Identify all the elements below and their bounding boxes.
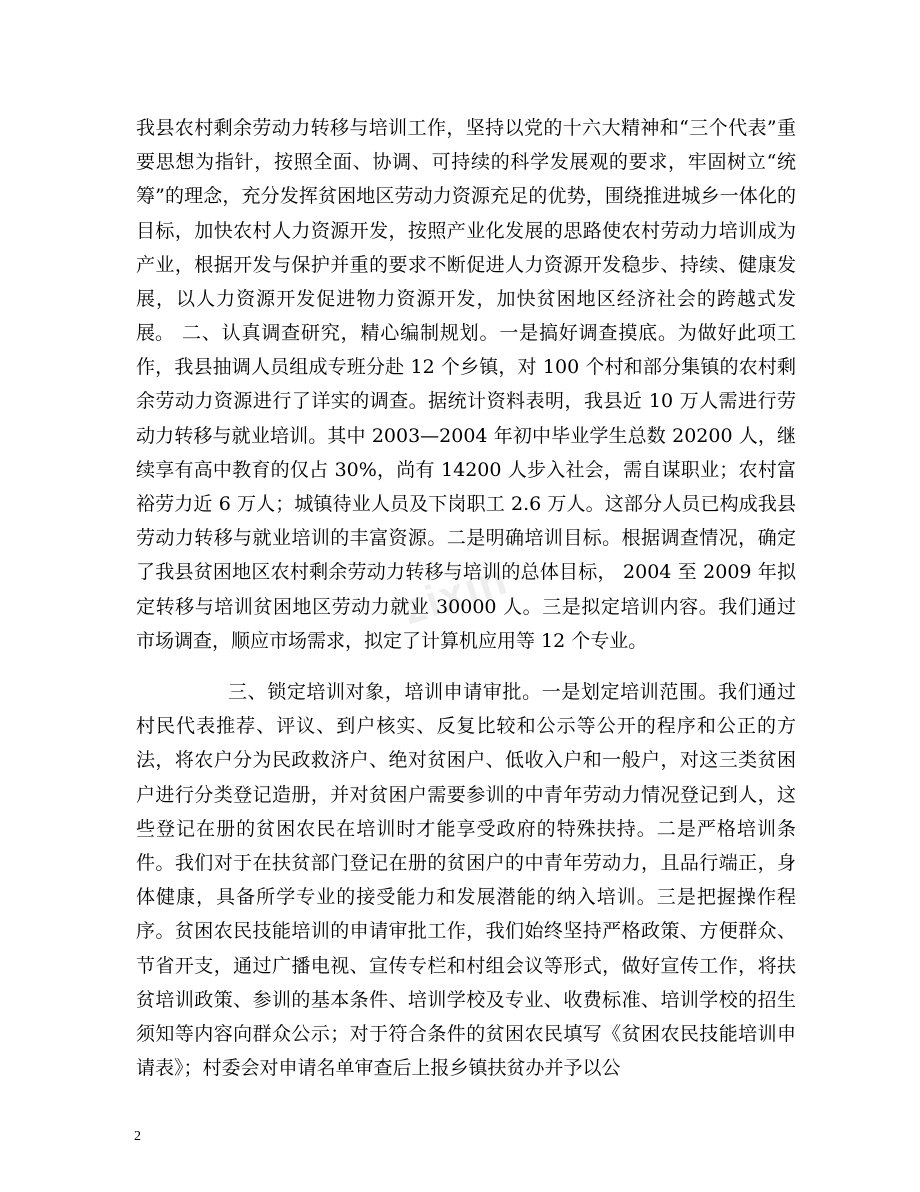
paragraph-3: 三、锁定培训对象，培训申请审批。一是划定培训范围。我们通过村民代表推荐、评议、到户核实、反复比较和公示等公开的程序和公正的方法，将农户分为民政救济户、绝对贫困户、低收入户和一般户，对这三类贫困户进行分类登记造册，并对贫困户需要参训的中青年劳动力情况登记到人，这些登记在册的贫困农民在培训时才能享受政府的特殊扶持。二是严格培训条件。我们对于在扶贫部门登记在册的贫困户的中青年劳动力，且品行端正，身体健康，具备所学专业的接受能力和发展潜能的纳入培训。三是把握操作程序。贫困农民技能培训的申请审批工作，我们始终坚持严格政策、方便群众、节省开支，通过广播电视、宣传专栏和村组会议等形式，做好宣传工作，将扶贫培训政策、参训的基本条件、培训学校及专业、收费标准、培训学校的招生须知等内容向群众公示；对于符合条件的贫困农民填写《贫困农民技能培训申请表》；村委会对申请名单审查后上报乡镇扶贫办并予以公 — [136, 681, 796, 1080]
paragraph-2: 二、认真调查研究，精心编制规划。一是搞好调查摸底。为做好此项工作，我县抽调人员组成专班分赴 12 个乡镇，对 100 个村和部分集镇的农村剩余劳动力资源进行了详实的调查。据统计资料表明，我县近 10 万人需进行劳动力转移与就业培训。其中 2003—2004 年初中毕业学生总数 20200 人，继续享有高中教育的仅占 30%，尚有 14200 人步入社会，需自谋职业；农村富裕劳力近 6 万人；城镇待业人员及下岗职工 2.6 万人。这部分人员已构成我县劳动力转移与就业培训的丰富资源。二是明确培训目标。根据调查情况，确定了我县贫困地区农村剩余劳动力转移与培训的总体目标， 2004 至 2009 年拟定转移与培训贫困地区劳动力就业 30000 人。三是拟定培训内容。我们通过市场调查，顺应市场需求，拟定了计算机应用等 12 个专业。 — [136, 322, 796, 652]
paragraph-1: 我县农村剩余劳动力转移与培训工作，坚持以党的十六大精神和“三个代表”重要思想为指针，按照全面、协调、可持续的科学发展观的要求，牢固树立“统筹”的理念，充分发挥贫困地区劳动力资源充足的优势，围绕推进城乡一体化的目标，加快农村人力资源开发，按照产业化发展的思路使农村劳动力培训成为产业，根据开发与保护并重的要求不断促进人力资源开发稳步、持续、健康发展，以人力资源开发促进物力资源开发，加快贫困地区经济社会的跨越式发展。 — [136, 117, 796, 345]
page-number: 2 — [134, 1129, 141, 1144]
watermark: zixin — [396, 554, 515, 635]
